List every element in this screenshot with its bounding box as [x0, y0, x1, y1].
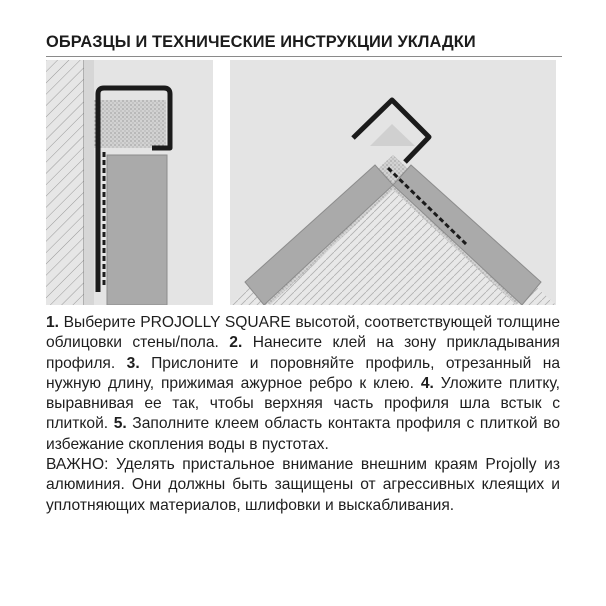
step-5-number: 5.	[113, 415, 127, 433]
corner-profile-diagram	[230, 60, 556, 305]
straight-profile-diagram	[46, 60, 213, 305]
tile	[107, 155, 167, 305]
wall-substrate	[46, 60, 84, 305]
step-2-number: 2.	[229, 334, 243, 352]
step-5-text: Заполните клеем область контакта профиля с плиткой во избежание скопления воды в пустотах.	[46, 415, 560, 453]
figure-corner-profile	[230, 60, 556, 305]
adhesive-fill	[94, 100, 166, 148]
step-4-text: Уложите плитку, выравнивая ее так, чтобы верхняя часть профиля шла встык с плиткой.	[46, 374, 560, 433]
figure-straight-profile	[46, 60, 213, 305]
adhesive-layer	[84, 60, 94, 305]
step-3-text: Прислоните и поровняйте профиль, отрезанный на нужную длину, прижимая ажурное ребро к клею.	[46, 354, 560, 392]
title-divider	[46, 56, 562, 57]
steps-paragraph	[46, 313, 560, 455]
step-4-number: 4.	[420, 374, 434, 392]
step-3-number: 3.	[126, 354, 140, 372]
step-1-number: 1.	[46, 314, 60, 331]
instructions-text	[46, 313, 560, 516]
page-title: ОБРАЗЦЫ И ТЕХНИЧЕСКИЕ ИНСТРУКЦИИ УКЛАДКИ	[46, 33, 476, 51]
important-note: ВАЖНО: Уделять пристальное внимание внешним краям Projolly из алюминия. Они должны быть защищены от агрессивных клеящих и уплотняющих материалов, шлифовки и выскабливания.	[46, 456, 560, 514]
step-1-text: Выберите PROJOLLY SQUARE высотой, соответствующей толщине облицовки стены/пола.	[46, 314, 560, 352]
step-2-text: Нанесите клей на зону прикладывания профиля.	[46, 334, 561, 372]
